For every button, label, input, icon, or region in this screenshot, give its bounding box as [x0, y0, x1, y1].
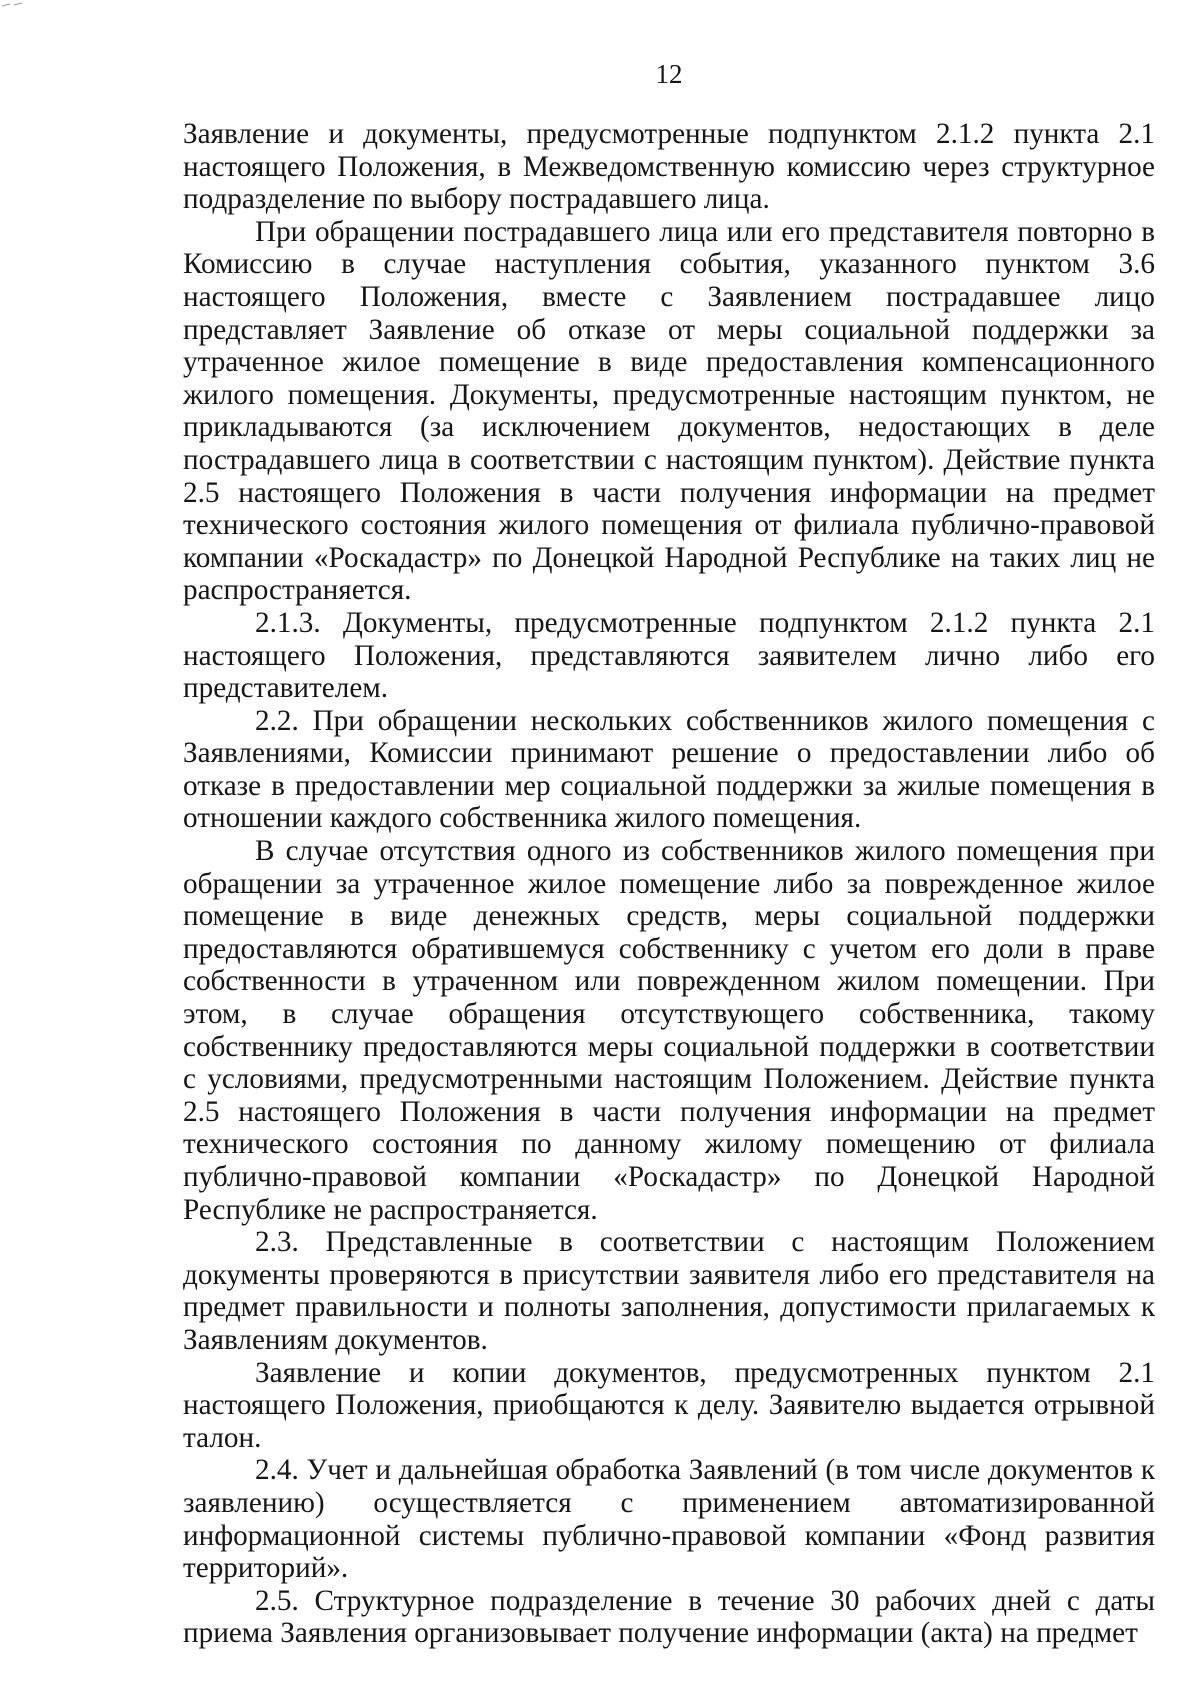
paragraph: 2.1.3. Документы, предусмотренные подпунктом 2.1.2 пункта 2.1 настоящего Положения, представляются заявителем лично либо его представителем.	[183, 606, 1155, 705]
paragraph: В случае отсутствия одного из собственников жилого помещения при обращении за утраченное жилое помещение либо за поврежденное жилое помещение в виде денежных средств, меры социальной поддержки предоставляются обратившемуся собственнику с учетом его доли в праве собственности в утраченном или поврежденном жилом помещении. При этом, в случае обращения отсутствующего собственника, такому собственнику предоставляются меры социальной поддержки в соответствии с условиями, предусмотренными настоящим Положением. Действие пункта 2.5 настоящего Положения в части получения информации на предмет технического состояния по данному жилому помещению от филиала публично-правовой компании «Роскадастр» по Донецкой Народной Республике не распространяется.	[183, 835, 1155, 1226]
paragraph: При обращении пострадавшего лица или его представителя повторно в Комиссию в случае наступления события, указанного пунктом 3.6 настоящего Положения, вместе с Заявлением пострадавшее лицо представляет Заявление об отказе от меры социальной поддержки за утраченное жилое помещение в виде предоставления компенсационного жилого помещения. Документы, предусмотренные настоящим пунктом, не прикладываются (за исключением документов, недостающих в деле пострадавшего лица в соответствии с настоящим пунктом). Действие пункта 2.5 настоящего Положения в части получения информации на предмет технического состояния жилого помещения от филиала публично-правовой компании «Роскадастр» по Донецкой Народной Республике на таких лиц не распространяется.	[183, 215, 1155, 607]
paragraph: 2.2. При обращении нескольких собственников жилого помещения с Заявлениями, Комиссии принимают решение о предоставлении либо об отказе в предоставлении мер социальной поддержки за жилые помещения в отношении каждого собственника жилого помещения.	[183, 704, 1155, 835]
page-number: 12	[655, 59, 683, 89]
paragraph: 2.5. Структурное подразделение в течение 30 рабочих дней с даты приема Заявления организовывает получение информации (акта) на предмет	[183, 1584, 1155, 1650]
paragraph: Заявление и документы, предусмотренные подпунктом 2.1.2 пункта 2.1 настоящего Положения, в Межведомственную комиссию через структурное подразделение по выбору пострадавшего лица.	[183, 118, 1155, 216]
paragraph: 2.3. Представленные в соответствии с настоящим Положением документы проверяются в присутствии заявителя либо его представителя на предмет правильности и полноты заполнения, допустимости прилагаемых к Заявлениям документов.	[183, 1226, 1155, 1356]
scan-artifact	[0, 0, 40, 12]
paragraph: 2.4. Учет и дальнейшая обработка Заявлений (в том числе документов к заявлению) осуществляется с применением автоматизированной информационной системы публично-правовой компании «Фонд развития территорий».	[183, 1454, 1155, 1585]
paragraph: Заявление и копии документов, предусмотренных пунктом 2.1 настоящего Положения, приобщаются к делу. Заявителю выдается отрывной талон.	[183, 1356, 1155, 1454]
document-body	[183, 118, 1155, 1650]
